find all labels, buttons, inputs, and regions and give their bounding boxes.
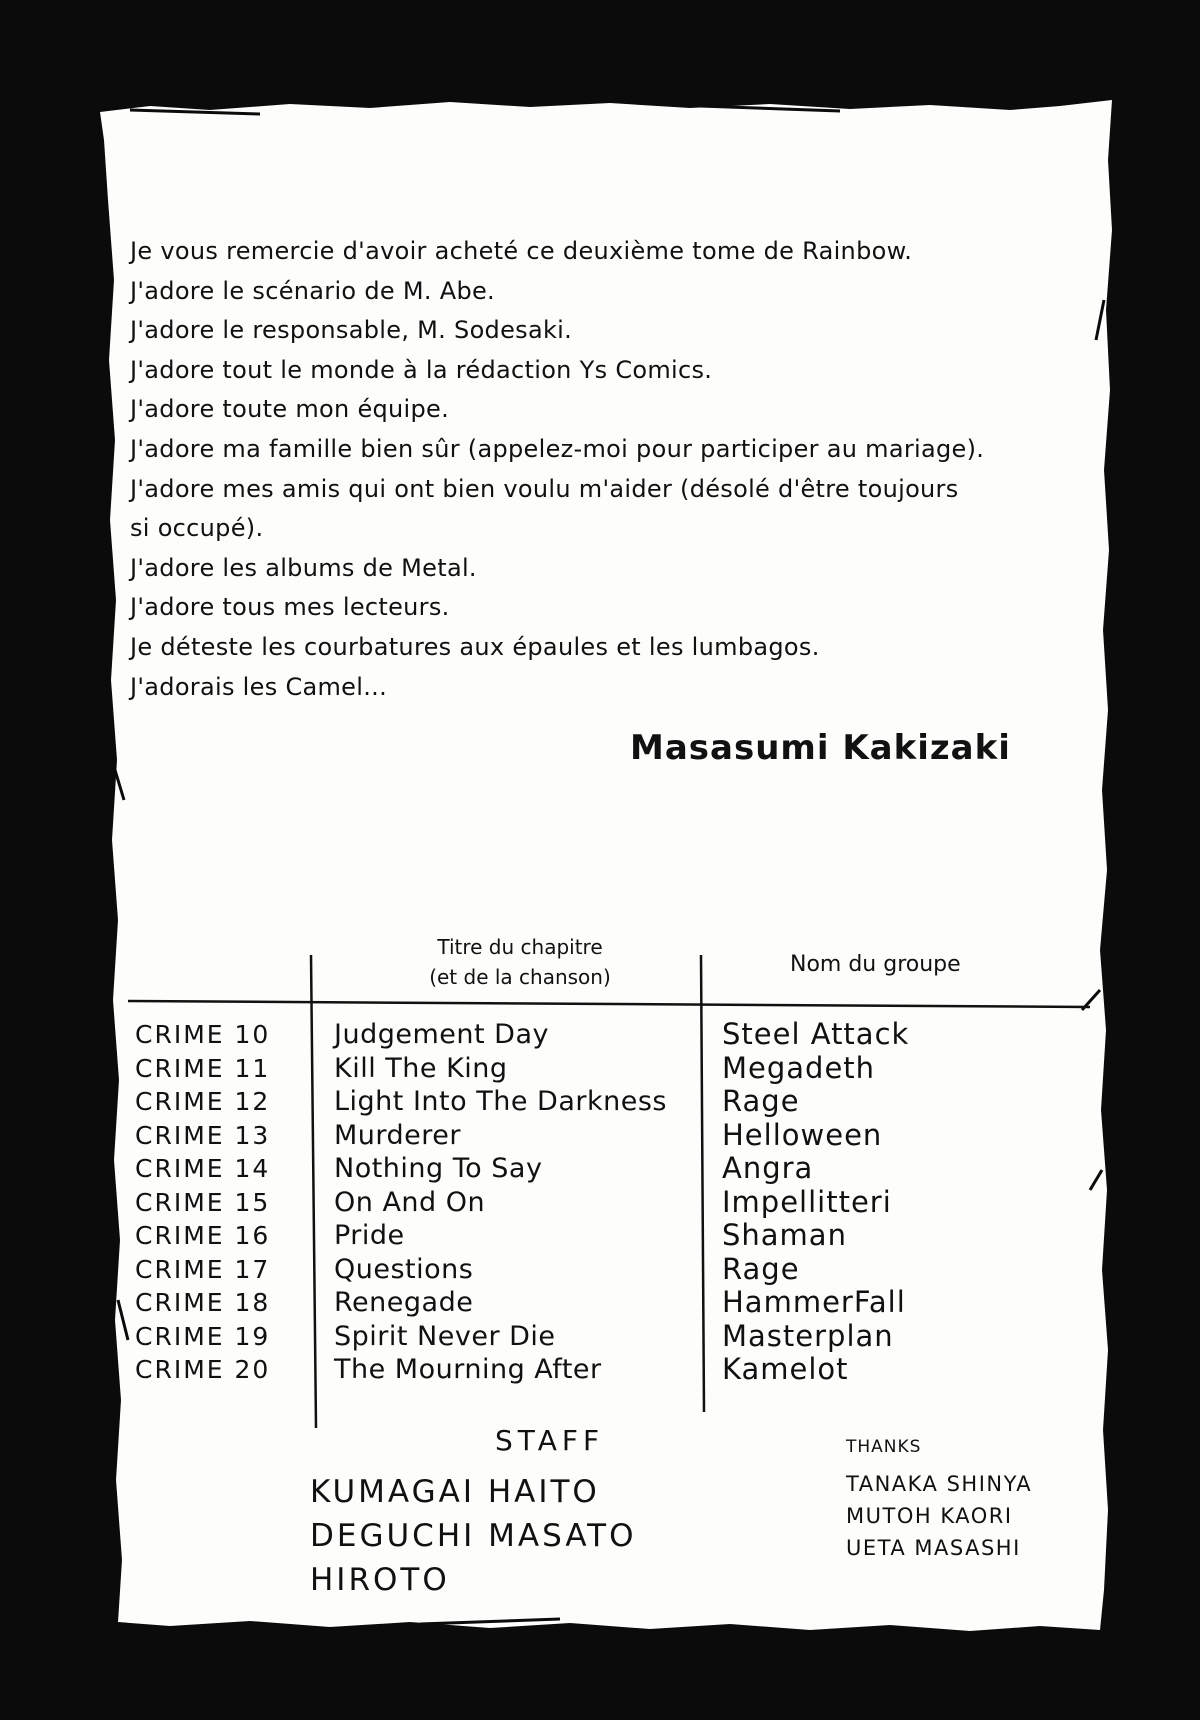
crime-cell: CRIME 10 [135,1020,271,1049]
thanks-heading: THANKS [846,1437,922,1457]
band-name-cell: Shaman [722,1218,847,1252]
crime-cell: CRIME 13 [135,1120,271,1150]
crime-cell: CRIME 14 [135,1154,271,1183]
staff-heading: STAFF [495,1424,605,1457]
chapter-title-cell: Questions [334,1253,474,1285]
crime-column [135,1018,270,1387]
letter-line: Je déteste les courbatures aux épaules et les lumbagos. [130,632,820,661]
thanks-name: TANAKA SHINYA [846,1472,1033,1496]
chapter-title-cell: Pride [334,1220,405,1251]
staff-list [310,1470,636,1602]
chapter-title-cell: Murderer [334,1119,462,1151]
letter-line: si occupé). [130,514,264,543]
thanks-list [846,1468,1032,1564]
letter-body [130,232,1090,707]
band-name-cell: Kamelot [722,1352,849,1386]
letter-line: J'adore le responsable, M. Sodesaki. [130,316,573,345]
chapter-title-cell: Kill The King [334,1052,508,1084]
staff-name: KUMAGAI HAITO [310,1474,600,1510]
band-name-cell: Impellitteri [722,1184,892,1219]
crime-cell: CRIME 11 [135,1053,271,1083]
crime-cell: CRIME 19 [135,1321,271,1351]
chapter-title-header-line: (et de la chanson) [429,965,611,989]
author-signature: Masasumi Kakizaki [630,728,1011,768]
chapter-title-cell: Judgement Day [334,1019,549,1050]
letter-line: Je vous remercie d'avoir acheté ce deuxième tome de Rainbow. [130,237,913,265]
letter-line: J'adore tout le monde à la rédaction Ys Comics. [130,355,713,384]
chapter-title-cell: On And On [334,1186,486,1218]
letter-line: J'adore les albums de Metal. [130,553,477,582]
letter-line: J'adore mes amis qui ont bien voulu m'aider (désolé d'être toujours [130,474,959,503]
band-name-cell: Angra [722,1151,814,1185]
band-name-cell: Rage [722,1084,800,1118]
chapter-title-column-header [400,932,640,992]
chapter-title-cell: Light Into The Darkness [334,1086,667,1117]
crime-cell: CRIME 17 [135,1254,271,1284]
band-name-cell: Steel Attack [722,1017,910,1051]
band-name-cell: Masterplan [722,1318,894,1353]
staff-name: DEGUCHI MASATO [310,1518,637,1554]
letter-line: J'adore tous mes lecteurs. [130,593,450,622]
letter-line: J'adore toute mon équipe. [130,395,450,424]
letter-line: J'adorais les Camel... [130,672,388,701]
band-name-cell: Rage [722,1251,800,1286]
chapter-title-cell: Nothing To Say [334,1153,543,1184]
band-name-cell: Megadeth [722,1050,876,1085]
letter-line: J'adore ma famille bien sûr (appelez-moi pour participer au mariage). [130,434,985,463]
band-name-cell: HammerFall [722,1285,906,1319]
band-name-column [722,1018,909,1387]
crime-cell: CRIME 20 [135,1355,271,1384]
chapter-title-cell: Spirit Never Die [334,1320,556,1352]
chapter-title-cell: The Mourning After [334,1354,602,1385]
crime-cell: CRIME 12 [135,1087,271,1116]
crime-cell: CRIME 16 [135,1221,271,1250]
chapter-title-header-line: Titre du chapitre [437,935,603,959]
crime-cell: CRIME 18 [135,1288,271,1317]
band-name-column-header: Nom du groupe [790,952,961,977]
staff-name: HIROTO [310,1562,450,1598]
thanks-name: UETA MASASHI [846,1536,1021,1560]
chapter-title-column [334,1018,667,1387]
chapter-title-cell: Renegade [334,1287,474,1318]
letter-line: J'adore le scénario de M. Abe. [130,276,495,305]
crime-cell: CRIME 15 [135,1187,271,1217]
thanks-name: MUTOH KAORI [846,1504,1013,1528]
band-name-cell: Helloween [722,1117,883,1152]
